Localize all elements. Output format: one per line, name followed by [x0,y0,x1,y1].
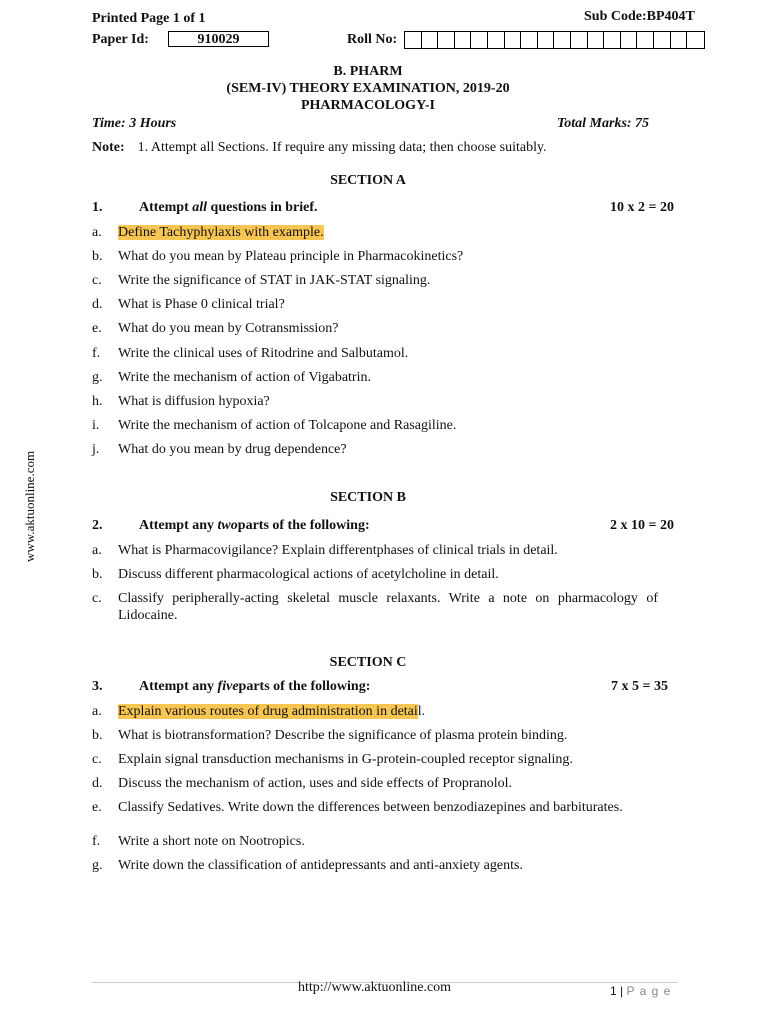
printed-page-label: Printed Page 1 of 1 [92,11,206,26]
time-label: Time: 3 Hours [92,116,177,131]
question-marks: 7 x 5 = 35 [611,679,668,694]
paper-id-label: Paper Id: [92,32,149,47]
note [92,140,547,156]
paper-id-value: 910029 [168,31,269,47]
highlighted-text: Define Tachyphylaxis with example. [118,225,324,240]
footer-url[interactable]: http://www.aktuonline.com [298,980,452,995]
total-marks-label: Total Marks: 75 [557,116,650,131]
note-label: Note: [92,140,125,155]
question-instruction: Attempt any fiveparts of the following: [139,679,371,694]
question-instruction: Attempt any twoparts of the following: [139,518,370,533]
section-a-title: SECTION A [330,173,406,188]
note-text: 1. Attempt all Sections. If require any missing data; then choose suitably. [137,140,547,155]
exam-degree: B. PHARM [333,64,403,79]
section-b-title: SECTION B [330,490,406,505]
subject-code: Sub Code:BP404T [584,9,695,24]
question-number: 3. [92,679,103,694]
question-instruction: Attempt all questions in brief. [139,200,318,215]
question-marks: 10 x 2 = 20 [610,200,674,215]
question-number: 1. [92,200,103,215]
question-marks: 2 x 10 = 20 [610,518,674,533]
roll-no-label: Roll No: [347,32,398,47]
highlighted-text: Explain various routes of drug administration in detai [118,704,418,719]
page-number: 1 | P a g e [610,984,672,998]
section-c-title: SECTION C [329,655,407,670]
exam-title: (SEM-IV) THEORY EXAMINATION, 2019-20 [226,81,510,96]
question-number: 2. [92,518,103,533]
roll-no-boxes [404,31,705,49]
side-watermark: www.aktuonline.com [22,450,37,562]
exam-subject: PHARMACOLOGY-I [300,98,436,113]
